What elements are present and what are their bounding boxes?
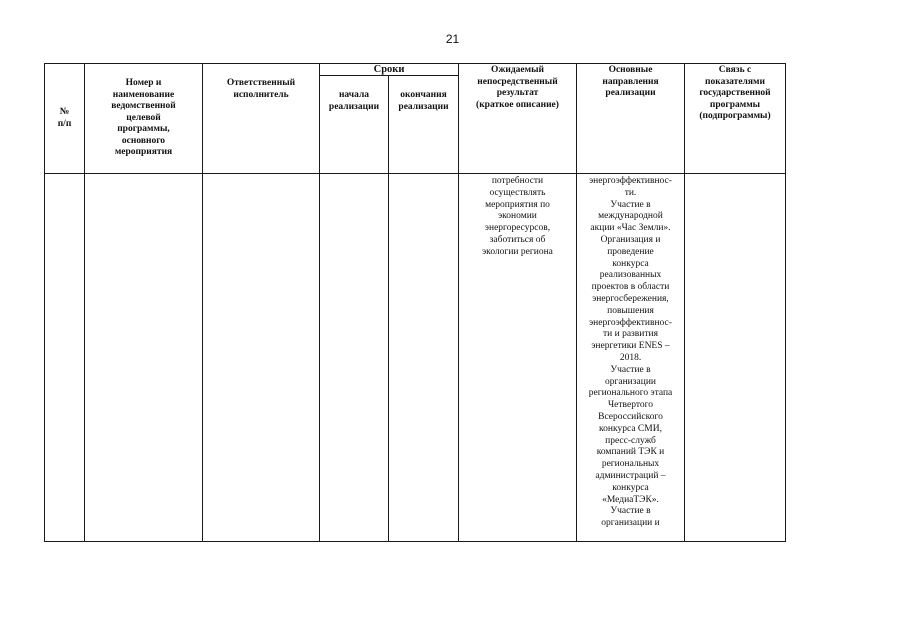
text-line: компаний ТЭК и (596, 447, 665, 458)
cell-directions-text (577, 174, 684, 530)
header-directions-text (577, 64, 684, 100)
text-line: международной (598, 211, 663, 222)
text-line: № (59, 107, 70, 117)
header-num (45, 64, 85, 174)
header-executor (203, 64, 320, 174)
text-line: Всероссийского (598, 411, 663, 422)
text-line: Номер и (125, 78, 162, 88)
text-line: «МедиаТЭК». (602, 494, 659, 505)
text-line: региональных (601, 459, 660, 470)
text-line: результат (496, 88, 539, 98)
text-line: Участие в (610, 199, 651, 210)
text-line: (подпрограммы) (699, 111, 771, 121)
cell-start (320, 174, 389, 542)
text-line: программы (709, 99, 761, 110)
text-line: потребности (491, 176, 544, 186)
text-line: пресс-служб (605, 435, 656, 446)
header-end (389, 76, 459, 174)
text-line: ти и развития (603, 329, 658, 340)
header-result (459, 64, 577, 174)
text-line: реализации (398, 101, 449, 112)
text-line: организации (604, 376, 656, 387)
text-line: Участие в (610, 364, 651, 375)
text-line: Связь с (718, 65, 752, 75)
text-line: энергоэффективнос- (589, 317, 672, 328)
text-line: ти. (624, 187, 637, 198)
text-line: окончания (400, 90, 447, 100)
text-line: основного (121, 135, 166, 146)
text-line: Основные (608, 65, 653, 75)
text-line: регионального этапа (588, 388, 673, 399)
text-line: акции «Час Земли». (590, 223, 671, 234)
cell-link (685, 174, 786, 542)
text-line: проектов в области (591, 282, 670, 293)
text-line: мероприятия по (485, 199, 550, 210)
header-start-text (320, 76, 388, 113)
header-terms: Сроки (320, 64, 459, 76)
text-line: энергосбережения, (592, 293, 669, 304)
text-line: осуществлять (489, 187, 546, 198)
header-program-text (85, 64, 202, 159)
text-line: заботиться об (489, 234, 546, 245)
text-line: конкурса (612, 482, 649, 493)
header-start (320, 76, 389, 174)
text-line: реализации (328, 101, 380, 112)
cell-result-text (459, 174, 576, 259)
text-line: начала (338, 90, 370, 100)
text-line: мероприятия (114, 147, 173, 157)
text-line: реализации (605, 88, 656, 98)
text-line: энергоэффективнос- (589, 176, 672, 186)
text-line: 2018. (619, 352, 642, 363)
text-line: повышения (607, 305, 654, 316)
header-directions (577, 64, 685, 174)
text-line: Участие в (610, 506, 651, 517)
text-line: Четвертого (608, 400, 653, 411)
page-number: 21 (445, 32, 460, 46)
table-row (45, 174, 786, 542)
cell-directions (577, 174, 685, 542)
text-line: государственной (699, 88, 771, 98)
text-line: экономии (498, 211, 537, 222)
text-line: показателями (705, 76, 765, 87)
cell-program (85, 174, 203, 542)
cell-num (45, 174, 85, 542)
header-result-text (459, 64, 576, 111)
text-line: энергетики ENES – (591, 341, 670, 352)
header-num-text (45, 107, 84, 130)
text-line: (краткое описание) (476, 99, 559, 110)
header-link-text (685, 64, 785, 123)
header-program (85, 64, 203, 174)
text-line: конкурса (612, 258, 649, 269)
text-line: проведение (607, 246, 654, 257)
text-line: ведомственной (111, 101, 176, 111)
text-line: Ответственный (226, 78, 296, 88)
text-line: организации и (601, 518, 660, 529)
text-line: экологии региона (482, 246, 553, 257)
text-line: п/п (57, 118, 72, 129)
text-line: непосредственный (477, 76, 558, 87)
header-link (685, 64, 786, 174)
cell-executor (203, 174, 320, 542)
text-line: реализованных (599, 270, 662, 281)
header-end-text (389, 76, 458, 113)
text-line: конкурса СМИ, (599, 423, 662, 434)
text-line: программы, (117, 124, 170, 134)
text-line: наименование (112, 89, 175, 100)
text-line: администраций – (595, 470, 666, 481)
text-line: целевой (126, 112, 161, 123)
cell-end (389, 174, 459, 542)
text-line: энергоресурсов, (484, 223, 551, 234)
text-line: исполнитель (233, 89, 289, 100)
text-line: направления (602, 76, 659, 87)
text-line: Организация и (600, 234, 661, 245)
cell-result (459, 174, 577, 542)
text-line: Ожидаемый (490, 65, 544, 75)
header-executor-text (203, 64, 319, 101)
program-measures-table (44, 63, 786, 542)
